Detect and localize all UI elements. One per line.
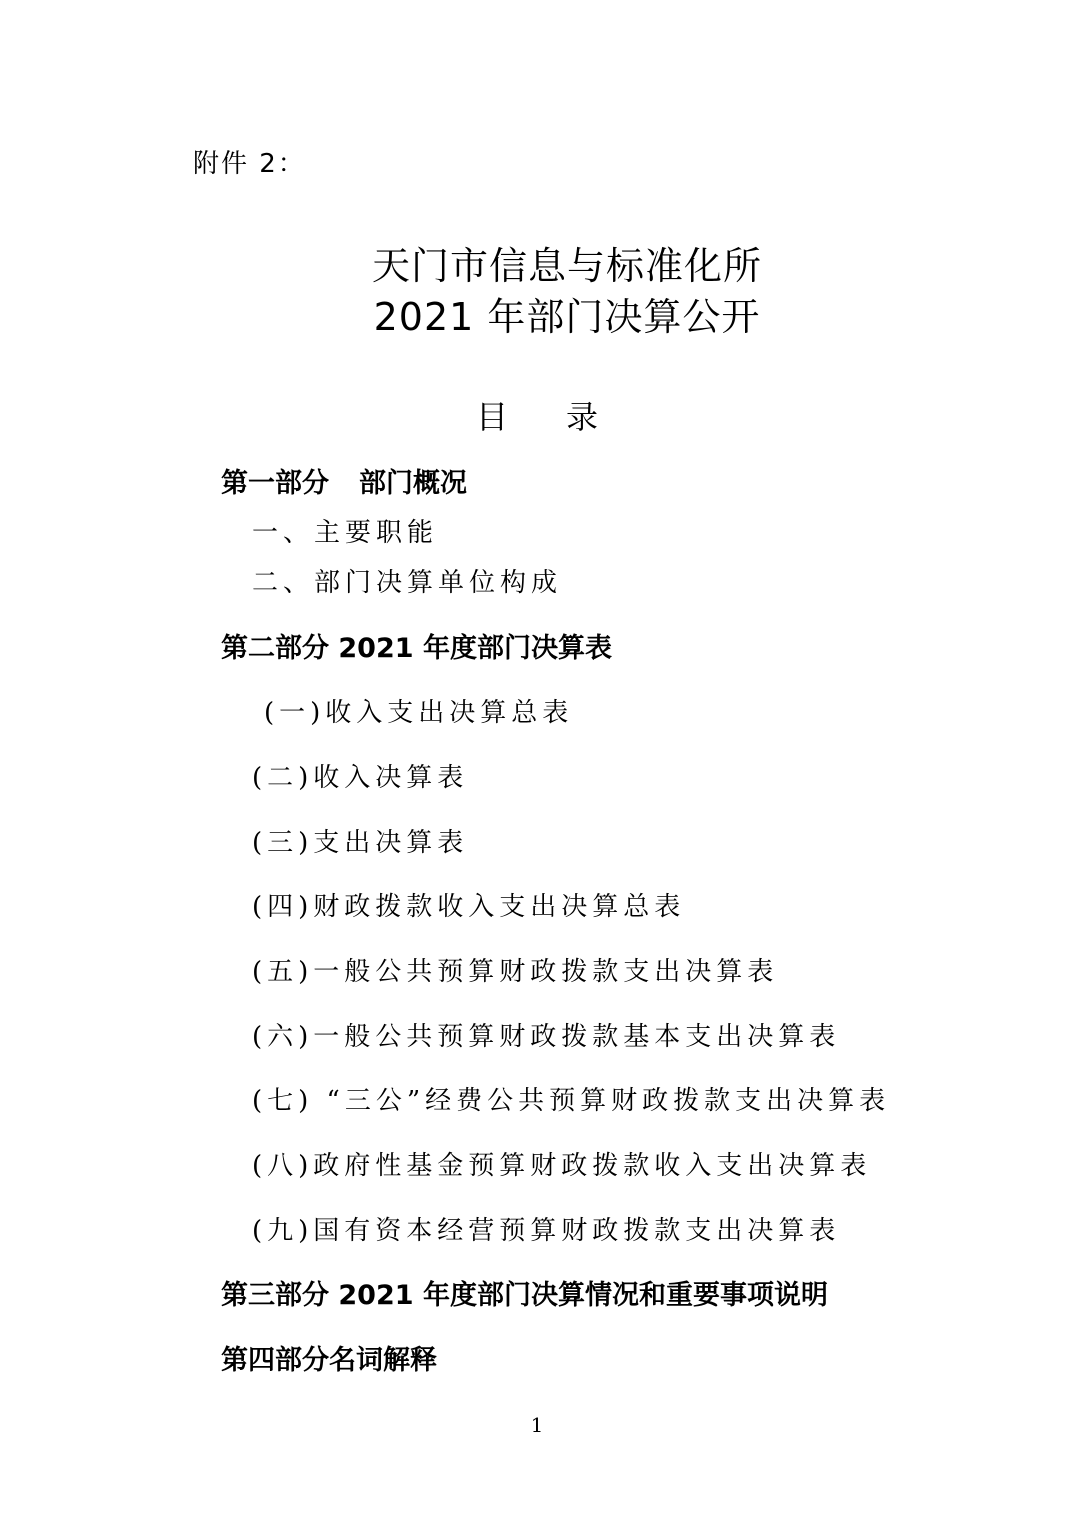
toc-item: (五)一般公共预算财政拨款支出决算表 — [252, 957, 779, 987]
toc-part-2: 第二部分 2021 年度部门决算表 — [221, 633, 612, 664]
table-of-contents-heading — [0, 392, 1074, 438]
toc-item: (一)收入支出决算总表 — [264, 698, 574, 728]
toc-part-3: 第三部分 2021 年度部门决算情况和重要事项说明 — [221, 1280, 828, 1311]
toc-item: (七) “三公”经费公共预算财政拨款支出决算表 — [252, 1086, 891, 1116]
attachment-label: 附件 2： — [193, 149, 306, 179]
toc-item: (八)政府性基金预算财政拨款收入支出决算表 — [252, 1151, 872, 1181]
toc-item: (九)国有资本经营预算财政拨款支出决算表 — [252, 1216, 841, 1246]
document-title-line-1: 天门市信息与标准化所 — [371, 244, 762, 288]
toc-item: (三)支出决算表 — [252, 828, 469, 858]
toc-part-1-name: 部门概况 — [359, 468, 467, 499]
toc-part-1-label: 第一部分 — [221, 468, 329, 499]
page-number: 1 — [530, 1413, 544, 1437]
toc-item: (六)一般公共预算财政拨款基本支出决算表 — [252, 1022, 841, 1052]
toc-part-1 — [221, 461, 467, 500]
toc-subsection: 一、主要职能 — [252, 518, 439, 548]
toc-heading-left: 目 — [475, 398, 508, 436]
toc-item: (四)财政拨款收入支出决算总表 — [252, 892, 686, 922]
toc-subsection: 二、部门决算单位构成 — [252, 568, 563, 598]
toc-heading-right: 录 — [566, 398, 599, 436]
document-title-line-2: 2021 年部门决算公开 — [373, 295, 761, 339]
toc-item: (二)收入决算表 — [252, 763, 469, 793]
toc-part-4: 第四部分名词解释 — [221, 1345, 437, 1376]
